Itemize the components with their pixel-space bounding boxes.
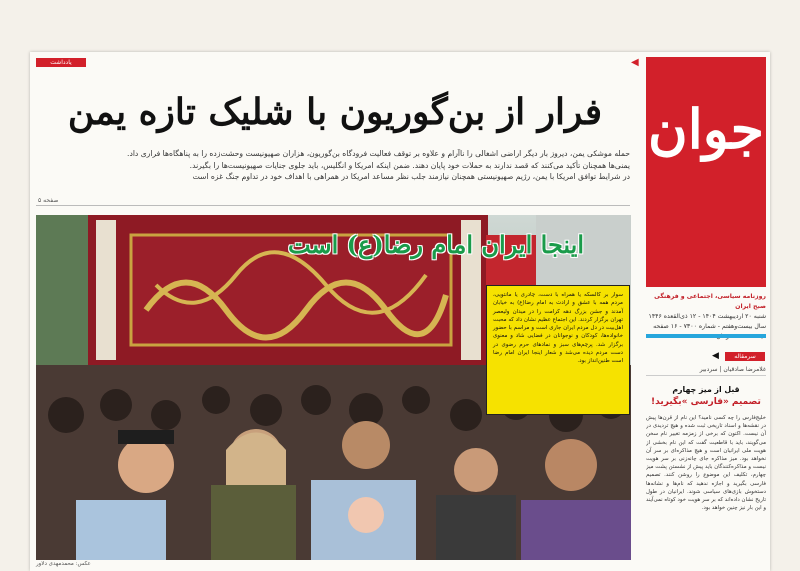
section-tag: یادداشت [36,58,86,67]
masthead-line-3: سال بیست‌وهفتم - شماره ۷۳۰۰ - ۱۶ صفحه [653,323,766,330]
photo-banner-text: اینجا ایران امام رضا(ع) است [287,230,585,259]
lead-line-2: یمنی‌ها همچنان تأکید می‌کنند که قصد ندارند به حملات خود پایان دهند. ضمن اینکه امریکا و انگلیس، باید جلوی جنایات صهیونیست‌ها را بگیرند. [189,160,630,170]
play-marker-icon: ◀ [631,57,639,68]
newspaper-logo [646,57,766,287]
masthead-line-2: شنبه ۲۰ اردیبهشت ۱۴۰۴ - ۱۲ ذی‌القعده ۱۴۴۶ [648,313,766,320]
editorial-title-line: قبل از میز چهارم [672,385,740,394]
editorial-marker-icon: ◀ [712,351,719,361]
editorial-tag: سرمقاله [725,352,765,361]
lead-line-3: در شرایط توافق امریکا با یمن، رژیم صهیونیستی همچنان نیازمند جلب نظر مساعد امریکا در همراهی با اهداف خود در تداوم جنگ غزه است [192,172,630,181]
lead-line-1: حمله موشکی یمن، دیروز بار دیگر اراضی اشغالی را ناآرام و علاوه بر توقف فعالیت فرودگاه بن‌گوریون، هزاران صهیونیست وحشت‌زده را به پناهگاه‌ها فراری داد. [127,149,630,158]
logo-text: جوان [648,97,764,161]
editorial-subtitle: تصمیم «فارسی »بگیرید! [651,397,761,407]
masthead-bar [646,334,766,338]
photo-caption-box: سوار بر کالسکه یا همراه با دست، چادری یا مانتویی، مردم همه با عشق و ارادت به امام رضا(ع) به خیابان آمدند و جشن بزرگ دهه کرامت را در میدان ولیعصر تهران برگزار کردند. این اجتماع عظیم نشان داد که محبت اهل‌بیت در دل مردم ایران جاری است و مراسم با حضور خانواده‌ها، کودکان و نوجوانان در فضایی شاد و معنوی برگزار شد. پرچم‌های سبز و نمادهای حرم رضوی در دست مردم دیده می‌شد و شعار اینجا ایران امام رضا است طنین‌انداز بود. [486,285,630,415]
lead-text [40,148,630,183]
headline: فرار از بن‌گوریون با شلیک تازه یمن [67,91,603,133]
photo-credit: عکس: محمدمهدی دلاور [36,561,91,567]
masthead-line-1: روزنامه سیاسی، اجتماعی و فرهنگی صبح ایران [654,293,766,310]
divider [36,205,630,206]
page-ref: صفحه ۵ [38,197,59,204]
editorial-title [646,384,766,408]
editorial-author: غلامرضا صادقیان | سردبیر [646,366,766,376]
editorial-body: خلیج‌فارس را چه کسی نامید؟ این نام از قرن‌ها پیش در نقشه‌ها و اسناد تاریخی ثبت شده و هیچ تردیدی در آن نیست. اکنون که برخی از زمزمه تغییر نام سخن می‌گویند، باید با قاطعیت گفت که این نام بخشی از هویت ملی ایرانیان است و هیچ مذاکره‌ای بر سر آن نخواهد بود. میز مذاکره جای چانه‌زنی بر سر هویت نیست و مذاکره‌کنندگان باید پیش از نشستن پشت میز چهارم، تکلیف این موضوع را روشن کنند. تصمیم فارسی بگیرید و اجازه ندهید که نام‌ها و نشانه‌ها دستخوش بازی‌های سیاسی شوند. ایرانیان در طول تاریخ نشان داده‌اند که بر سر هویت خود کوتاه نمی‌آیند و این بار نیز چنین خواهد بود. [646,415,766,512]
